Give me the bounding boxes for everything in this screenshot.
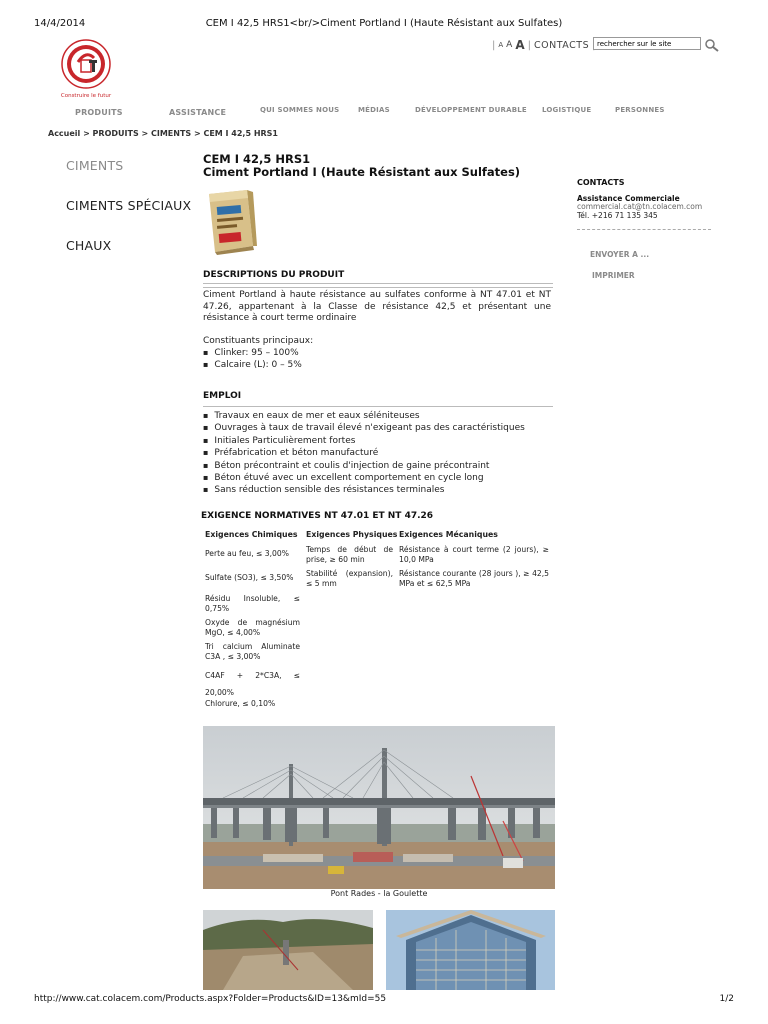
table-cell: Stabilité (expansion), ≤ 5 mm: [306, 569, 393, 588]
table-cell: Sulfate (SO3), ≤ 3,50%: [205, 573, 294, 582]
side-menu-ciments-speciaux[interactable]: CIMENTS SPÉCIAUX: [66, 198, 192, 213]
utility-bar: | A A A | CONTACTS: [492, 38, 590, 52]
print-url: http://www.cat.colacem.com/Products.aspx?Folder=Products&ID=13&mId=55: [34, 994, 387, 1004]
product-code: CEM I 42,5 HRS1: [203, 152, 311, 166]
svg-text:Construire le futur: Construire le futur: [60, 93, 112, 99]
breadcrumb[interactable]: Accueil > PRODUITS > CIMENTS > CEM I 42,5 HRS1: [48, 129, 278, 138]
nav-item-assistance[interactable]: ASSISTANCE: [169, 108, 227, 117]
contact-phone: Tél. +216 71 135 345: [577, 211, 658, 220]
nav-item-qui-sommes-nous[interactable]: QUI SOMMES NOUS: [260, 106, 340, 114]
font-size-small-button[interactable]: A: [498, 41, 504, 49]
product-name: Ciment Portland I (Haute Résistant aux Sulfates): [203, 165, 521, 179]
photo-caption: Pont Rades - la Goulette: [330, 889, 428, 898]
nav-item-developpement-durable[interactable]: DÉVELOPPEMENT DURABLE: [415, 106, 527, 114]
constituents-label: Constituants principaux:: [203, 336, 314, 346]
list-item: ▪ Béton étuvé avec un excellent comportement en cycle long: [203, 472, 525, 484]
cement-bag-image: [203, 188, 258, 256]
print-page-number: 1/2: [719, 994, 734, 1004]
list-item: ▪ Ouvrages à taux de travail élevé n'exigeant pas des caractéristiques: [203, 422, 525, 434]
list-item: ▪ Béton précontraint et coulis d'injection de gaine précontraint: [203, 460, 525, 472]
table-cell: Chlorure, ≤ 0,10%: [205, 699, 276, 708]
description-text: Ciment Portland à haute résistance au sulfates conforme à NT 47.01 et NT 47.26, appartenant à la Classe de résistance 42,5 et présentant une résistance à court terme ordinaire: [203, 290, 551, 323]
font-size-medium-button[interactable]: A: [506, 40, 513, 50]
divider: [203, 287, 553, 288]
list-item: ▪ Sans réduction sensible des résistances terminales: [203, 484, 525, 496]
side-menu-chaux[interactable]: CHAUX: [66, 238, 112, 253]
nav-item-personnes[interactable]: PERSONNES: [615, 106, 665, 114]
emploi-title: EMPLOI: [203, 391, 242, 401]
divider: [203, 283, 553, 284]
norms-title: EXIGENCE NORMATIVES NT 47.01 ET NT 47.26: [201, 511, 434, 521]
contact-name: Assistance Commerciale: [577, 194, 680, 203]
divider: [577, 229, 711, 230]
main-nav: [0, 105, 768, 121]
contacts-link[interactable]: CONTACTS: [534, 39, 590, 51]
list-item: ▪ Clinker: 95 – 100%: [203, 347, 302, 359]
table-header: Exigences Mécaniques: [399, 530, 498, 539]
constituents-list: [203, 347, 302, 372]
product-title: [203, 153, 520, 179]
table-cell: C4AF + 2*C3A, ≤ 20,00%: [205, 671, 300, 697]
description-title: DESCRIPTIONS DU PRODUIT: [203, 270, 345, 280]
emploi-list: [203, 410, 525, 497]
search-icon[interactable]: [704, 37, 720, 51]
table-cell: Tri calcium Aluminate C3A , ≤ 3,00%: [205, 642, 300, 661]
table-cell: Résidu Insoluble, ≤ 0,75%: [205, 594, 300, 613]
contact-email-link[interactable]: commercial.cat@tn.colacem.com: [577, 202, 703, 211]
search-input[interactable]: [593, 37, 701, 50]
nav-item-produits[interactable]: PRODUITS: [75, 108, 123, 117]
table-cell: Temps de début de prise, ≥ 60 min: [306, 545, 393, 564]
send-to-link[interactable]: ENVOYER A ...: [590, 250, 650, 259]
nav-item-logistique[interactable]: LOGISTIQUE: [542, 106, 592, 114]
list-item: ▪ Préfabrication et béton manufacturé: [203, 447, 525, 459]
table-cell: Oxyde de magnésium MgO, ≤ 4,00%: [205, 618, 300, 637]
side-menu-ciments[interactable]: CIMENTS: [66, 158, 124, 173]
table-cell: Perte au feu, ≤ 3,00%: [205, 549, 289, 558]
list-item: ▪ Travaux en eaux de mer et eaux séléniteuses: [203, 410, 525, 422]
table-header: Exigences Chimiques: [205, 530, 298, 539]
list-item: ▪ Initiales Particulièrement fortes: [203, 435, 525, 447]
contacts-title: CONTACTS: [577, 178, 625, 187]
font-size-large-button[interactable]: A: [515, 38, 525, 52]
construction-site-photo: [203, 910, 373, 990]
table-header: Exigences Physiques: [306, 530, 398, 539]
list-item: ▪ Calcaire (L): 0 – 5%: [203, 359, 302, 371]
print-title: CEM I 42,5 HRS1<br/>Ciment Portland I (Haute Résistant aux Sulfates): [205, 18, 563, 29]
print-link[interactable]: IMPRIMER: [592, 271, 635, 280]
company-logo[interactable]: [56, 38, 116, 100]
table-cell: Résistance à court terme (2 jours), ≥ 10,0 MPa: [399, 545, 549, 564]
table-cell: Résistance courante (28 jours ), ≥ 42,5 MPa et ≤ 62,5 MPa: [399, 569, 549, 588]
divider: [203, 406, 553, 407]
nav-item-medias[interactable]: MÉDIAS: [358, 106, 390, 114]
bridge-photo: [203, 726, 555, 889]
building-construction-photo: [386, 910, 555, 990]
print-date: 14/4/2014: [34, 18, 86, 29]
